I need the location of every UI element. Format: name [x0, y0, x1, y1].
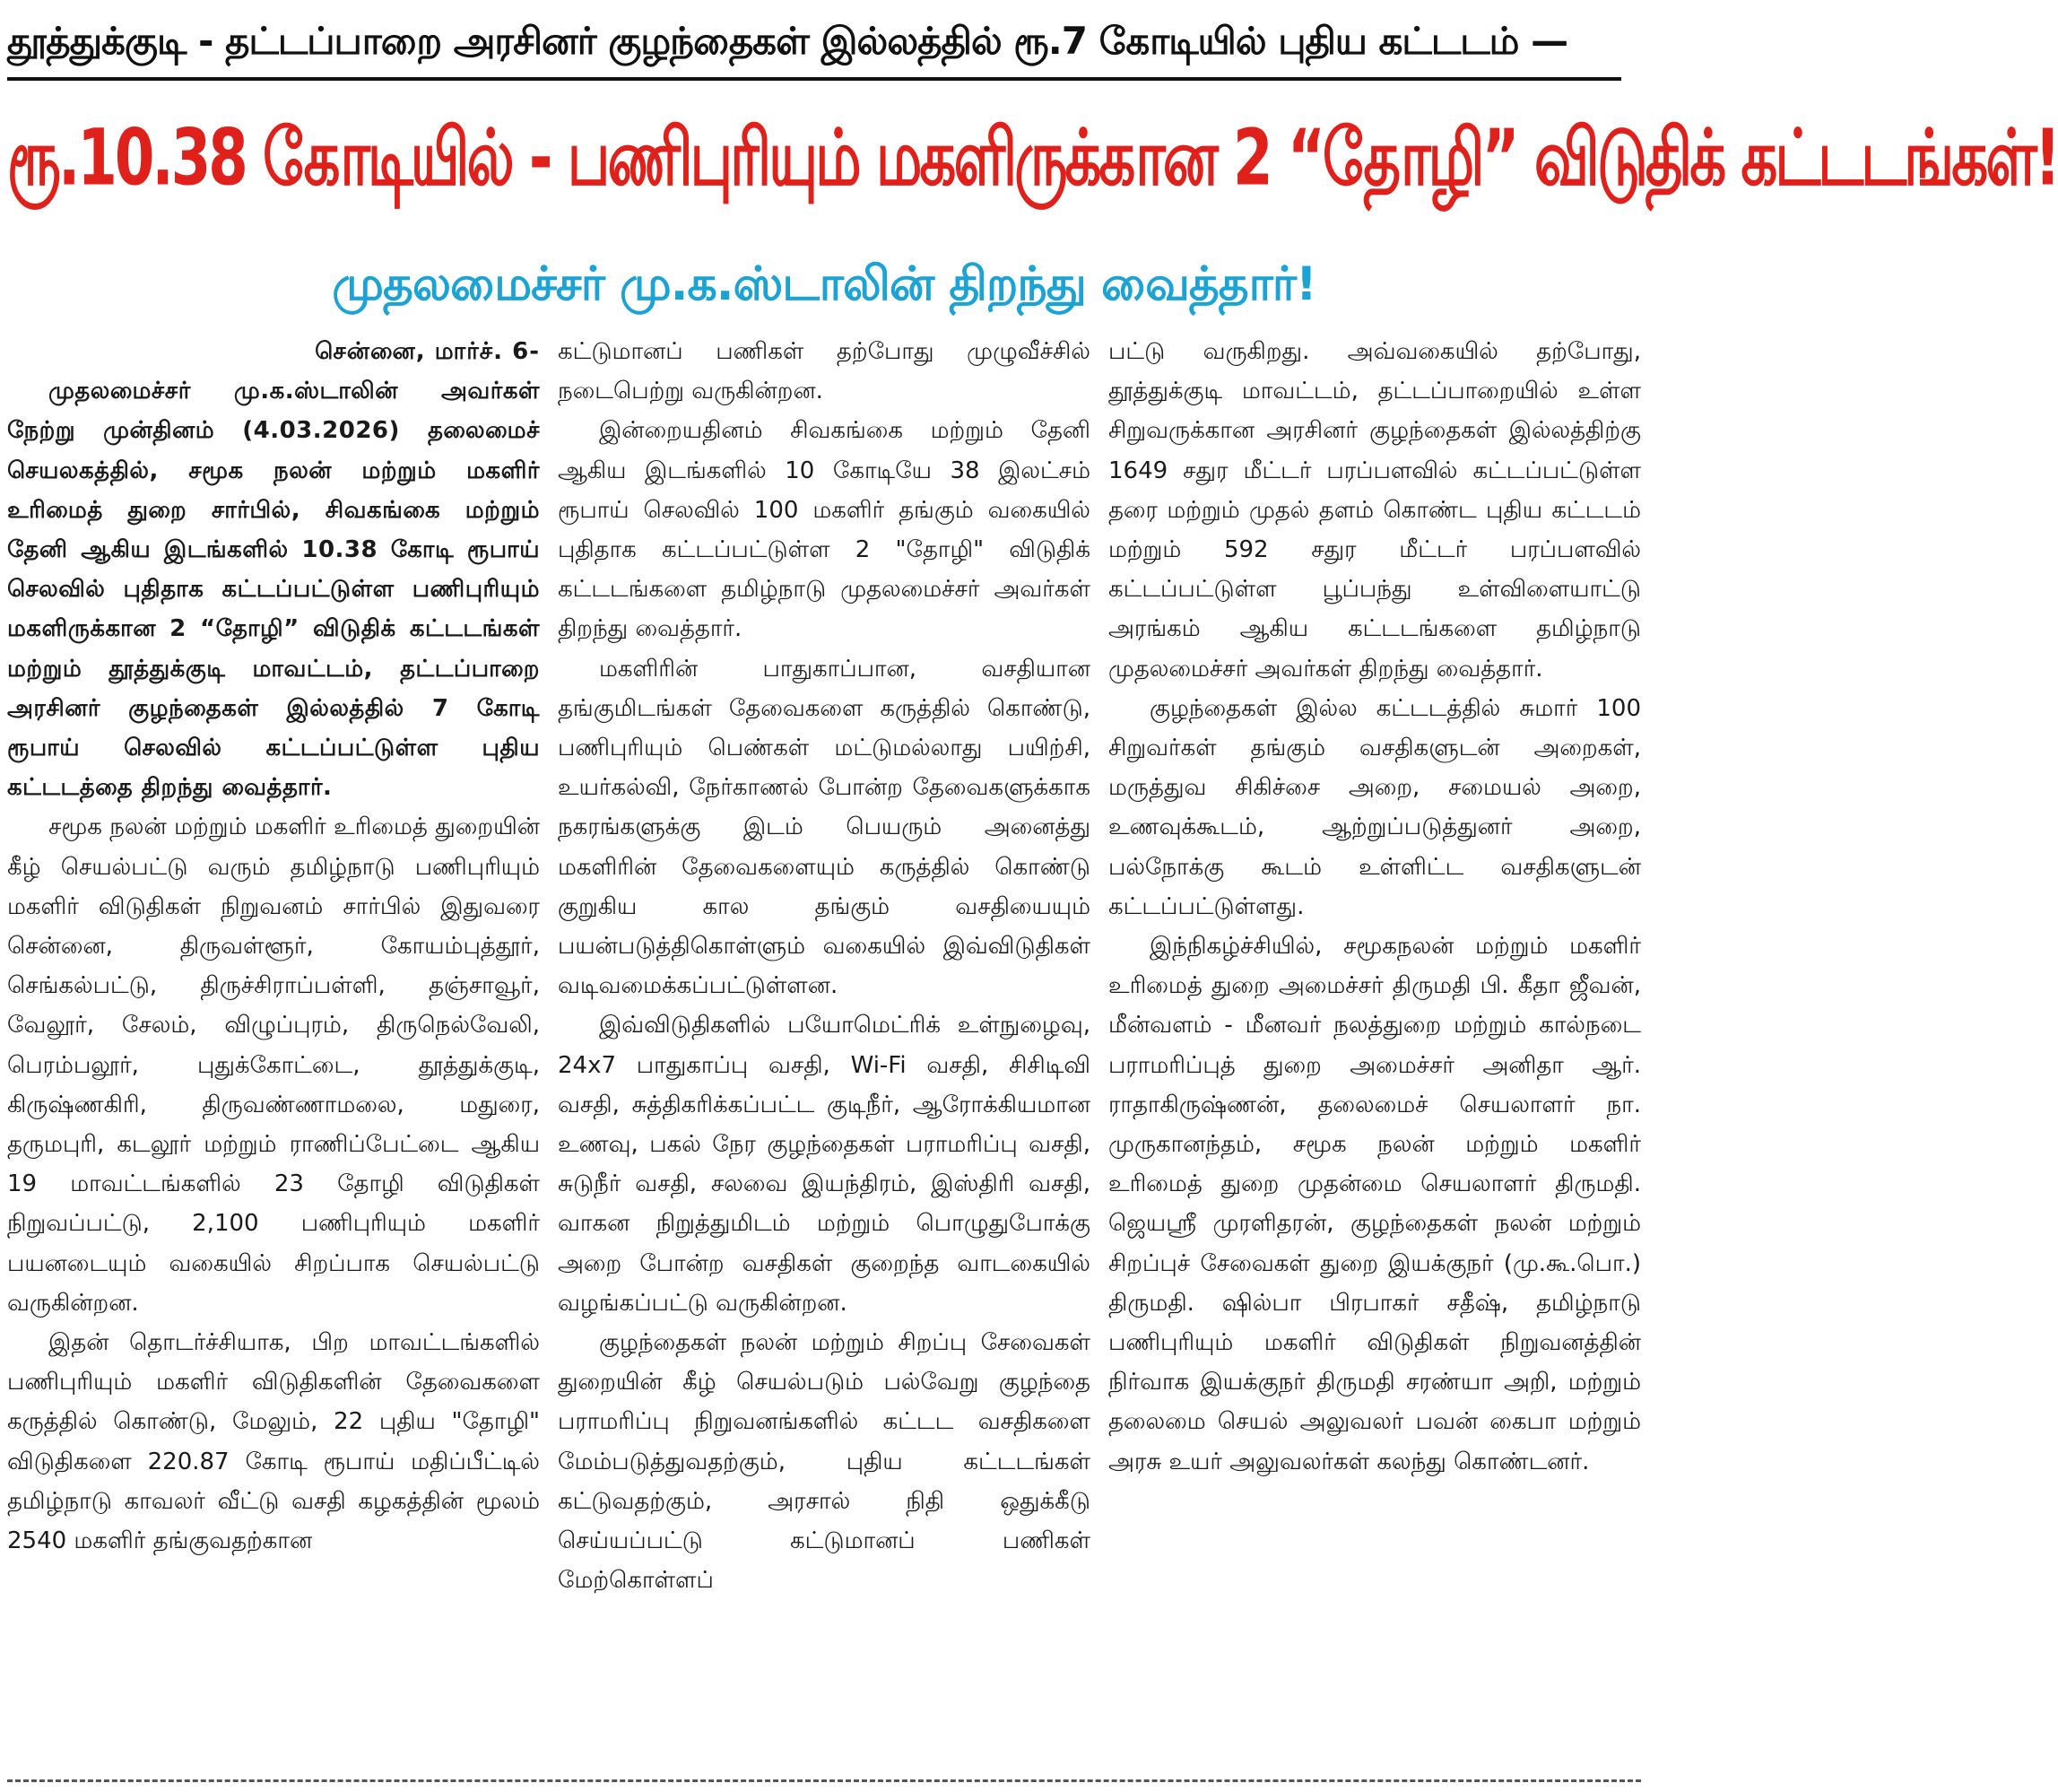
column-2 [558, 332, 1090, 1767]
body-paragraph: இவ்விடுதிகளில் பயோமெட்ரிக் உள்நுழைவு, 24x7 பாதுகாப்பு வசதி, Wi-Fi வசதி, சிசிடிவி வசதி, சுத்திகரிக்கப்பட்ட குடிநீர், ஆரோக்கியமான உணவு, பகல் நேர குழந்தைகள் பராமரிப்பு வசதி, சுடுநீர் வசதி, சலவை இயந்திரம், இஸ்திரி வசதி, வாகன நிறுத்துமிடம் மற்றும் பொழுதுபோக்கு அறை போன்ற வசதிகள் குறைந்த வாடகையில் வழங்கப்பட்டு வருகின்றன. [558, 1012, 1090, 1317]
continued-paragraph: பட்டு வருகிறது. அவ்வகையில் தற்போது, தூத்துக்குடி மாவட்டம், தட்டப்பாறையில் உள்ள சிறுவருக்கான அரசினர் குழந்தைகள் இல்லத்திற்கு 1649 சதுர மீட்டர் பரப்பளவில் கட்டப்பட்டுள்ள தரை மற்றும் முதல் தளம் கொண்ட புதிய கட்டடம் மற்றும் 592 சதுர மீட்டர் பரப்பளவில் கட்டப்பட்டுள்ள பூப்பந்து உள்விளையாட்டு அரங்கம் ஆகிய கட்டடங்களை தமிழ்நாடு முதலமைச்சர் அவர்கள் திறந்து வைத்தார். [1108, 338, 1641, 683]
article-headline: ரூ.10.38 கோடியில் - பணிபுரியும் மகளிருக்கான 2 “தோழி” விடுதிக் கட்டடங்கள்! [7, 114, 2058, 204]
article-body [7, 332, 1641, 1767]
body-paragraph: சமூக நலன் மற்றும் மகளிர் உரிமைத் துறையின் கீழ் செயல்பட்டு வரும் தமிழ்நாடு பணிபுரியும் மகளிர் விடுதிகள் நிறுவனம் சார்பில் இதுவரை சென்னை, திருவள்ளூர், கோயம்புத்தூர், செங்கல்பட்டு, திருச்சிராப்பள்ளி, தஞ்சாவூர், வேலூர், சேலம், விழுப்புரம், திருநெல்வேலி, பெரம்பலூர், புதுக்கோட்டை, தூத்துக்குடி, கிருஷ்ணகிரி, திருவண்ணாமலை, மதுரை, தருமபுரி, கடலூர் மற்றும் ராணிப்பேட்டை ஆகிய 19 மாவட்டங்களில் 23 தோழி விடுதிகள் நிறுவப்பட்டு, 2,100 பணிபுரியும் மகளிர் பயனடையும் வகையில் சிறப்பாக செயல்பட்டு வருகின்றன. [7, 813, 540, 1317]
body-paragraph: குழந்தைகள் நலன் மற்றும் சிறப்பு சேவைகள் துறையின் கீழ் செயல்படும் பல்வேறு குழந்தை பராமரிப்பு நிறுவனங்களில் கட்டட வசதிகளை மேம்படுத்துவதற்கும், புதிய கட்டடங்கள் கட்டுவதற்கும், அரசால் நிதி ஒதுக்கீடு செய்யப்பட்டு கட்டுமானப் பணிகள் மேற்கொள்ளப் [558, 1329, 1090, 1595]
body-paragraph: இந்நிகழ்ச்சியில், சமூகநலன் மற்றும் மகளிர் உரிமைத் துறை அமைச்சர் திருமதி பி. கீதா ஜீவன், மீன்வளம் - மீனவர் நலத்துறை மற்றும் கால்நடை பராமரிப்புத் துறை அமைச்சர் அனிதா ஆர். ராதாகிருஷ்ணன், தலைமைச் செயலாளர் நா. முருகானந்தம், சமூக நலன் மற்றும் மகளிர் உரிமைத் துறை முதன்மை செயலாளர் திருமதி. ஜெயஸ்ரீ முரளிதரன், குழந்தைகள் நலன் மற்றும் சிறப்புச் சேவைகள் துறை இயக்குநர் (மு.கூ.பொ.) திருமதி. ஷில்பா பிரபாகர் சதீஷ், தமிழ்நாடு பணிபுரியும் மகளிர் விடுதிகள் நிறுவனத்தின் நிர்வாக இயக்குநர் திருமதி சரண்யா அறி, மற்றும் தலைமை செயல் அலுவலர் பவன் கைபா மற்றும் அரசு உயர் அலுவலர்கள் கலந்து கொண்டனர். [1108, 933, 1641, 1475]
article-subheadline: முதலமைச்சர் மு.க.ஸ்டாலின் திறந்து வைத்தார்! [332, 257, 1316, 311]
lead-paragraph: முதலமைச்சர் மு.க.ஸ்டாலின் அவர்கள் நேற்று முன்தினம் (4.03.2026) தலைமைச் செயலகத்தில், சமூக நலன் மற்றும் மகளிர் உரிமைத் துறை சார்பில், சிவகங்கை மற்றும் தேனி ஆகிய இடங்களில் 10.38 கோடி ரூபாய் செலவில் புதிதாக கட்டப்பட்டுள்ள பணிபுரியும் மகளிருக்கான 2 “தோழி” விடுதிக் கட்டடங்கள் மற்றும் தூத்துக்குடி மாவட்டம், தட்டப்பாறை அரசினர் குழந்தைகள் இல்லத்தில் 7 கோடி ரூபாய் செலவில் கட்டப்பட்டுள்ள புதிய கட்டடத்தை திறந்து வைத்தார். [7, 378, 540, 802]
continued-paragraph: கட்டுமானப் பணிகள் தற்போது முழுவீச்சில் நடைபெற்று வருகின்றன. [558, 338, 1090, 405]
body-paragraph: இன்றையதினம் சிவகங்கை மற்றும் தேனி ஆகிய இடங்களில் 10 கோடியே 38 இலட்சம் ரூபாய் செலவில் 100 மகளிர் தங்கும் வகையில் புதிதாக கட்டப்பட்டுள்ள 2 "தோழி" விடுதிக் கட்டடங்களை தமிழ்நாடு முதலமைச்சர் அவர்கள் திறந்து வைத்தார். [558, 417, 1090, 643]
dateline: சென்னை, மார்ச். 6- [315, 338, 540, 365]
column-3 [1108, 332, 1641, 1767]
body-paragraph: குழந்தைகள் இல்ல கட்டடத்தில் சுமார் 100 சிறுவர்கள் தங்கும் வசதிகளுடன் அறைகள், மருத்துவ சிகிச்சை அறை, சமையல் அறை, உணவுக்கூடம், ஆற்றுப்படுத்துனர் அறை, பல்நோக்கு கூடம் உள்ளிட்ட வசதிகளுடன் கட்டப்பட்டுள்ளது. [1108, 694, 1641, 920]
body-paragraph: மகளிரின் பாதுகாப்பான, வசதியான தங்குமிடங்கள் தேவைகளை கருத்தில் கொண்டு, பணிபுரியும் பெண்கள் மட்டுமல்லாது பயிற்சி, உயர்கல்வி, நேர்காணல் போன்ற தேவைகளுக்காக நகரங்களுக்கு இடம் பெயரும் அனைத்து மகளிரின் தேவைகளையும் கருத்தில் கொண்டு குறுகிய கால தங்கும் வசதியையும் பயன்படுத்திகொள்ளும் வகையில் இவ்விடுதிகள் வடிவமைக்கப்பட்டுள்ளன. [558, 655, 1090, 1000]
article-kicker: தூத்துக்குடி - தட்டப்பாறை அரசினர் குழந்தைகள் இல்லத்தில் ரூ.7 கோடியில் புதிய கட்டடம் — [7, 19, 1568, 63]
bottom-dashed-rule [7, 1779, 1641, 1782]
body-paragraph: இதன் தொடர்ச்சியாக, பிற மாவட்டங்களில் பணிபுரியும் மகளிர் விடுதிகளின் தேவைகளை கருத்தில் கொண்டு, மேலும், 22 புதிய "தோழி" விடுதிகளை 220.87 கோடி ரூபாய் மதிப்பீட்டில் தமிழ்நாடு காவலர் வீட்டு வசதி கழகத்தின் மூலம் 2540 மகளிர் தங்குவதற்கான [7, 1329, 540, 1555]
column-1 [7, 332, 540, 1767]
